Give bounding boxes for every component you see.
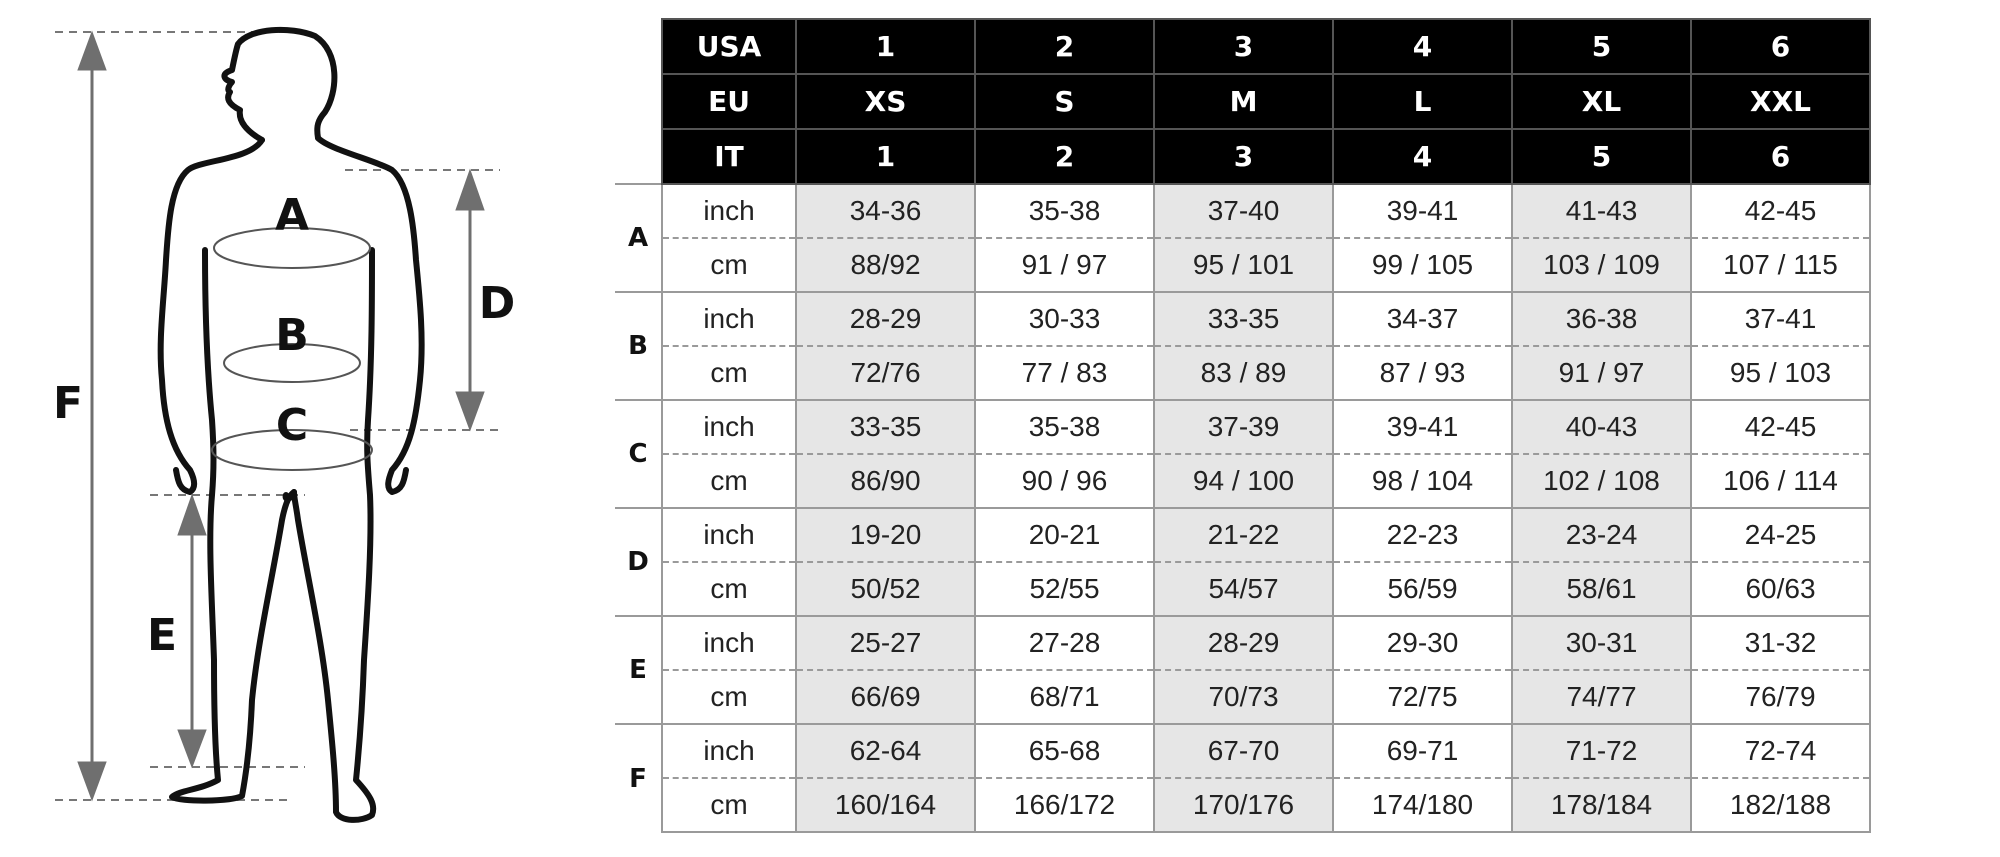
header-value: 2: [975, 19, 1154, 74]
header-value: M: [1154, 74, 1333, 129]
header-label: USA: [662, 19, 796, 74]
table-cell: 99 / 105: [1333, 238, 1512, 292]
table-cell: 41-43: [1512, 184, 1691, 238]
table-cell: 72/76: [796, 346, 975, 400]
table-row: [615, 508, 1870, 562]
table-cell: 94 / 100: [1154, 454, 1333, 508]
table-cell: 23-24: [1512, 508, 1691, 562]
table-cell: 28-29: [796, 292, 975, 346]
header-value: XXL: [1691, 74, 1870, 129]
table-cell: 50/52: [796, 562, 975, 616]
table-cell: 34-37: [1333, 292, 1512, 346]
table-cell: 30-31: [1512, 616, 1691, 670]
body-measurement-figure: [0, 0, 570, 857]
table-cell: 37-39: [1154, 400, 1333, 454]
label-d: D: [478, 278, 516, 329]
table-cell: 77 / 83: [975, 346, 1154, 400]
measure-group-label: F: [615, 724, 662, 832]
label-b: B: [275, 310, 309, 361]
table-cell: 21-22: [1154, 508, 1333, 562]
table-cell: 34-36: [796, 184, 975, 238]
table-cell: 42-45: [1691, 184, 1870, 238]
table-cell: 33-35: [796, 400, 975, 454]
table-cell: 39-41: [1333, 400, 1512, 454]
table-row: [615, 292, 1870, 346]
table-cell: 174/180: [1333, 778, 1512, 832]
unit-label: inch: [662, 400, 796, 454]
table-cell: 60/63: [1691, 562, 1870, 616]
table-row: [615, 238, 1870, 292]
table-cell: 72/75: [1333, 670, 1512, 724]
table-cell: 28-29: [1154, 616, 1333, 670]
header-row-usa: [615, 19, 1870, 74]
table-cell: 102 / 108: [1512, 454, 1691, 508]
table-row: [615, 670, 1870, 724]
table-cell: 103 / 109: [1512, 238, 1691, 292]
table-cell: 72-74: [1691, 724, 1870, 778]
table-cell: 98 / 104: [1333, 454, 1512, 508]
table-cell: 74/77: [1512, 670, 1691, 724]
header-value: 4: [1333, 129, 1512, 184]
table-cell: 95 / 103: [1691, 346, 1870, 400]
table-cell: 29-30: [1333, 616, 1512, 670]
measure-group-label: C: [615, 400, 662, 508]
header-label: IT: [662, 129, 796, 184]
header-row-it: [615, 129, 1870, 184]
header-row-eu: [615, 74, 1870, 129]
table-cell: 69-71: [1333, 724, 1512, 778]
table-cell: 88/92: [796, 238, 975, 292]
header-value: 5: [1512, 19, 1691, 74]
table-cell: 24-25: [1691, 508, 1870, 562]
table-cell: 40-43: [1512, 400, 1691, 454]
table-cell: 66/69: [796, 670, 975, 724]
table-cell: 20-21: [975, 508, 1154, 562]
measure-group-label: E: [615, 616, 662, 724]
table-cell: 25-27: [796, 616, 975, 670]
header-value: 6: [1691, 19, 1870, 74]
measure-group-label: A: [615, 184, 662, 292]
table-cell: 166/172: [975, 778, 1154, 832]
table-cell: 37-40: [1154, 184, 1333, 238]
header-value: S: [975, 74, 1154, 129]
table-cell: 27-28: [975, 616, 1154, 670]
header-value: 2: [975, 129, 1154, 184]
unit-label: inch: [662, 616, 796, 670]
table-cell: 91 / 97: [1512, 346, 1691, 400]
table-cell: 39-41: [1333, 184, 1512, 238]
table-row: [615, 616, 1870, 670]
header-value: XS: [796, 74, 975, 129]
table-cell: 76/79: [1691, 670, 1870, 724]
table-cell: 58/61: [1512, 562, 1691, 616]
table-cell: 35-38: [975, 184, 1154, 238]
table-cell: 95 / 101: [1154, 238, 1333, 292]
table-cell: 86/90: [796, 454, 975, 508]
unit-label: cm: [662, 346, 796, 400]
table-cell: 19-20: [796, 508, 975, 562]
label-e: E: [146, 610, 178, 661]
table-row: [615, 778, 1870, 832]
header-value: 1: [796, 129, 975, 184]
table-cell: 70/73: [1154, 670, 1333, 724]
table-cell: 36-38: [1512, 292, 1691, 346]
table-cell: 54/57: [1154, 562, 1333, 616]
header-label: EU: [662, 74, 796, 129]
header-value: 1: [796, 19, 975, 74]
table-row: [615, 562, 1870, 616]
measure-group-label: B: [615, 292, 662, 400]
table-cell: 33-35: [1154, 292, 1333, 346]
header-value: XL: [1512, 74, 1691, 129]
table-cell: 62-64: [796, 724, 975, 778]
table-cell: 56/59: [1333, 562, 1512, 616]
header-value: 6: [1691, 129, 1870, 184]
table-cell: 182/188: [1691, 778, 1870, 832]
table-cell: 107 / 115: [1691, 238, 1870, 292]
human-silhouette-diagram: [0, 0, 570, 857]
table-row: [615, 454, 1870, 508]
table-cell: 170/176: [1154, 778, 1333, 832]
table-cell: 37-41: [1691, 292, 1870, 346]
table-cell: 67-70: [1154, 724, 1333, 778]
header-value: 4: [1333, 19, 1512, 74]
table-cell: 35-38: [975, 400, 1154, 454]
header-value: L: [1333, 74, 1512, 129]
table-cell: 178/184: [1512, 778, 1691, 832]
table-cell: 42-45: [1691, 400, 1870, 454]
measure-group-label: D: [615, 508, 662, 616]
table-row: [615, 724, 1870, 778]
table-row: [615, 184, 1870, 238]
size-chart-table: [615, 18, 1871, 833]
table-cell: 160/164: [796, 778, 975, 832]
table-cell: 91 / 97: [975, 238, 1154, 292]
table-cell: 106 / 114: [1691, 454, 1870, 508]
unit-label: inch: [662, 292, 796, 346]
table-cell: 90 / 96: [975, 454, 1154, 508]
unit-label: inch: [662, 184, 796, 238]
label-a: A: [274, 190, 310, 241]
unit-label: inch: [662, 508, 796, 562]
table-cell: 87 / 93: [1333, 346, 1512, 400]
label-c: C: [275, 400, 309, 451]
header-value: 5: [1512, 129, 1691, 184]
table-cell: 68/71: [975, 670, 1154, 724]
table-cell: 22-23: [1333, 508, 1512, 562]
unit-label: cm: [662, 238, 796, 292]
unit-label: inch: [662, 724, 796, 778]
label-f: F: [52, 378, 84, 429]
unit-label: cm: [662, 454, 796, 508]
table-cell: 31-32: [1691, 616, 1870, 670]
header-value: 3: [1154, 19, 1333, 74]
table-cell: 52/55: [975, 562, 1154, 616]
table-row: [615, 400, 1870, 454]
table-cell: 65-68: [975, 724, 1154, 778]
table-cell: 83 / 89: [1154, 346, 1333, 400]
table-row: [615, 346, 1870, 400]
table-cell: 30-33: [975, 292, 1154, 346]
unit-label: cm: [662, 670, 796, 724]
header-value: 3: [1154, 129, 1333, 184]
unit-label: cm: [662, 562, 796, 616]
unit-label: cm: [662, 778, 796, 832]
table-cell: 71-72: [1512, 724, 1691, 778]
